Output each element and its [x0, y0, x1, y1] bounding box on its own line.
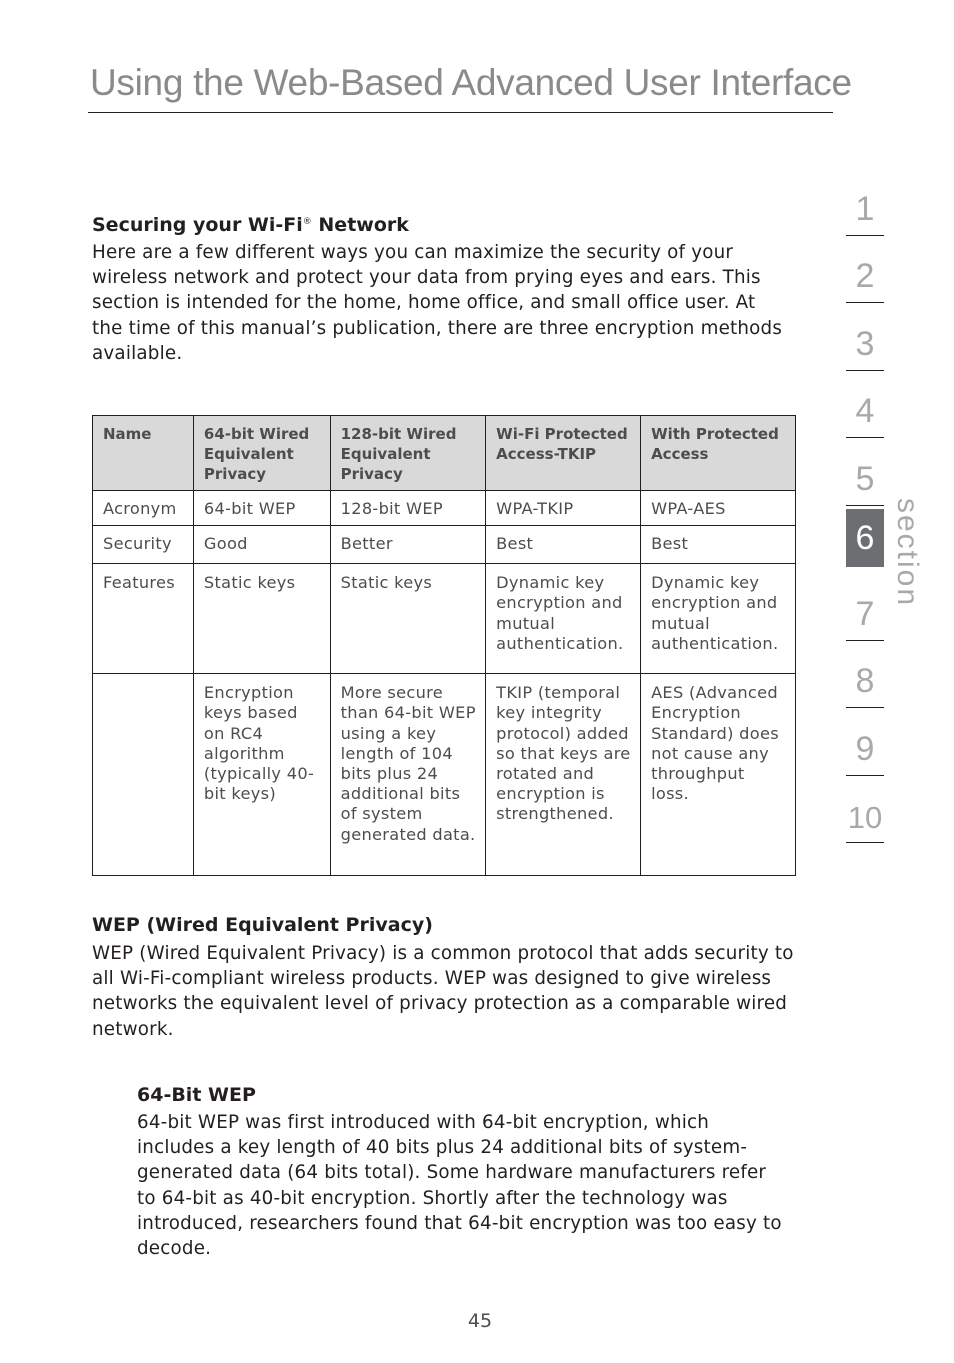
section-nav-number: 9 [855, 729, 875, 768]
section-label [888, 498, 928, 618]
table-header-cell: Name [93, 416, 194, 491]
table-cell: Static keys [330, 564, 486, 674]
section-nav-item-8[interactable] [846, 641, 884, 709]
table-cell: 64-bit WEP [193, 491, 330, 526]
table-cell: More secure than 64-bit WEP using a key length of 104 bits plus 24 additional bits of system generated data. [330, 674, 486, 876]
table-header-cell: 64-bit Wired Equivalent Privacy [193, 416, 330, 491]
table-row [93, 674, 796, 876]
section-nav-number: 3 [855, 324, 875, 363]
page-header-title: Using the Web-Based Advanced User Interface [90, 62, 852, 103]
section-nav-item-7[interactable] [846, 573, 884, 641]
table-cell: AES (Advanced Encryption Standard) does not cause any throughput loss. [641, 674, 796, 876]
page-number: 45 [467, 1310, 493, 1332]
table-row [93, 491, 796, 526]
registered-mark: ® [302, 217, 312, 227]
table-cell [93, 674, 194, 876]
section-nav-number: 2 [855, 257, 875, 295]
table-cell: Security [93, 526, 194, 564]
section-nav-item-10[interactable] [846, 776, 884, 844]
section-nav [846, 168, 884, 843]
securing-heading-suffix: Network [318, 214, 409, 236]
table-header-cell: 128-bit Wired Equivalent Privacy [330, 416, 486, 491]
section-nav-number: 1 [855, 189, 875, 228]
table-cell: Dynamic key encryption and mutual authentication. [486, 564, 641, 674]
table-row [93, 526, 796, 564]
section-nav-number: 10 [847, 800, 883, 835]
table-header-row [93, 416, 796, 491]
section-label-text: section [891, 498, 924, 608]
table-cell: Features [93, 564, 194, 674]
section-nav-item-2[interactable] [846, 236, 884, 304]
table-row [93, 564, 796, 674]
table-cell: WPA-AES [641, 491, 796, 526]
table-cell: TKIP (temporal key integrity protocol) added so that keys are rotated and encryption is strengthened. [486, 674, 641, 876]
securing-body: Here are a few different ways you can maximize the security of your wireless network and protect your data from prying eyes and ears. This section is intended for the home, home office, and small office user. At the time of this manual’s publication, there are three encryption methods available. [92, 242, 783, 364]
wep64-body: 64-bit WEP was first introduced with 64-bit encryption, which includes a key length of 40 bits plus 24 additional bits of system-generated data (64 bits total). Some hardware manufacturers refer to 64-bit as 40-bit encryption. Shortly after the technology was introduced, researchers found that 64-bit encryption was too easy to decode. [137, 1112, 782, 1260]
table-cell: Good [193, 526, 330, 564]
securing-heading-text: Securing your Wi-Fi [92, 214, 303, 236]
header-rule [88, 112, 833, 113]
table-cell: Best [486, 526, 641, 564]
table-cell: Static keys [193, 564, 330, 674]
wep64-heading: 64-Bit WEP [137, 1084, 256, 1106]
securing-heading [92, 214, 409, 236]
section-nav-item-5[interactable] [846, 438, 884, 506]
section-nav-number: 7 [855, 594, 875, 633]
table-header-cell: Wi-Fi Protected Access-TKIP [486, 416, 641, 491]
encryption-methods-table [92, 415, 796, 876]
section-nav-number: 4 [855, 392, 875, 430]
table-cell: Better [330, 526, 486, 564]
section-nav-item-1[interactable] [846, 168, 884, 236]
section-nav-number: 5 [855, 459, 875, 498]
section-nav-item-4[interactable] [846, 371, 884, 439]
wep-body: WEP (Wired Equivalent Privacy) is a common protocol that adds security to all Wi-Fi-compliant wireless products. WEP was designed to give wireless networks the equivalent level of privacy protection as a comparable wired network. [92, 943, 794, 1040]
section-nav-number: 8 [855, 662, 875, 700]
section-nav-item-9[interactable] [846, 708, 884, 776]
table-cell: 128-bit WEP [330, 491, 486, 526]
section-nav-item-3[interactable] [846, 303, 884, 371]
section-nav-rule [846, 505, 884, 506]
section-nav-number: 6 [855, 518, 875, 557]
section-nav-rule [846, 842, 884, 843]
table-cell: Encryption keys based on RC4 algorithm (typically 40-bit keys) [193, 674, 330, 876]
wep-heading: WEP (Wired Equivalent Privacy) [92, 914, 433, 936]
table-cell: Dynamic key encryption and mutual authentication. [641, 564, 796, 674]
table-header-cell: With Protected Access [641, 416, 796, 491]
table-cell: WPA-TKIP [486, 491, 641, 526]
table-cell: Best [641, 526, 796, 564]
table-cell: Acronym [93, 491, 194, 526]
section-nav-item-6-active[interactable] [846, 509, 884, 567]
